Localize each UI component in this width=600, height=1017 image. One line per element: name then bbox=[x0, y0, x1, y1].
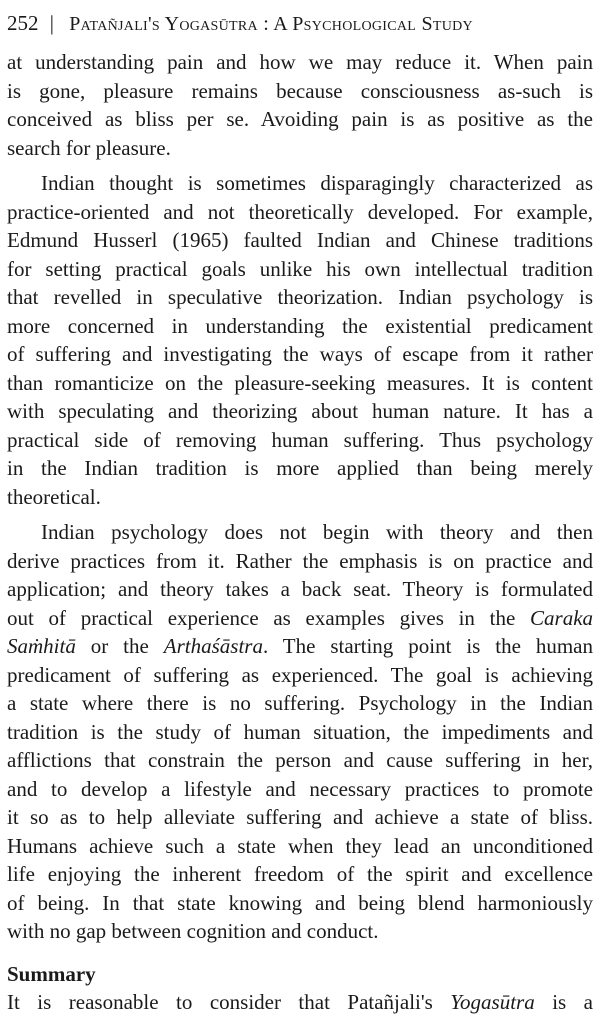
text-line: conceived as bliss per se. Avoiding pain is as positive as the bbox=[7, 107, 593, 131]
text-line: it so as to help alleviate suffering and achieve a state of bliss. bbox=[7, 805, 593, 829]
text-line: than romanticize on the pleasure-seeking measures. It is content bbox=[7, 370, 593, 395]
italic-title: Yogasūtra bbox=[450, 990, 535, 1014]
text-line: with speculating and theorizing about human nature. It has a bbox=[7, 399, 593, 423]
text-line: tradition is the study of human situation, the impediments and bbox=[7, 719, 593, 744]
header-separator: | bbox=[49, 11, 54, 35]
text-line: predicament of suffering as experienced. The goal is achieving bbox=[7, 662, 593, 687]
running-title: Patañjali's Yogasūtra : A Psychological Study bbox=[69, 13, 473, 35]
italic-title: Arthaśāstra bbox=[163, 634, 263, 658]
text-line: derive practices from it. Rather the emphasis is on practice and bbox=[7, 548, 593, 573]
italic-title: Caraka bbox=[530, 605, 593, 630]
book-page bbox=[7, 0, 593, 1017]
text-line: practice-oriented and not theoretically developed. For example, bbox=[7, 199, 593, 224]
text-line-with-italic bbox=[7, 632, 593, 661]
text-line: theoretical. bbox=[7, 484, 101, 509]
text-line: more concerned in understanding the existential predicament bbox=[7, 313, 593, 338]
body-text bbox=[7, 48, 593, 1017]
running-head bbox=[7, 8, 593, 38]
line-text: or the bbox=[75, 634, 164, 658]
text-line: and to develop a lifestyle and necessary practices to promote bbox=[7, 776, 593, 801]
line-text: It is reasonable to consider that Patañjali's bbox=[7, 990, 451, 1014]
text-line: at understanding pain and how we may reduce it. When pain bbox=[7, 50, 593, 74]
text-line: is gone, pleasure remains because consciousness as-such is bbox=[7, 78, 593, 103]
line-text: . The starting point is the human bbox=[262, 634, 593, 658]
line-text: is a bbox=[534, 990, 593, 1014]
paragraph-3 bbox=[7, 518, 593, 946]
text-line: with no gap between cognition and conduct. bbox=[7, 919, 379, 943]
text-line: Indian thought is sometimes disparagingly characterized as bbox=[41, 171, 593, 195]
paragraph-1 bbox=[7, 48, 593, 162]
text-line: Humans achieve such a state when they lead an unconditioned bbox=[7, 833, 593, 858]
text-line: for setting practical goals unlike his own intellectual tradition bbox=[7, 256, 593, 281]
section-heading-summary: Summary bbox=[7, 961, 96, 986]
text-line: Edmund Husserl (1965) faulted Indian and Chinese traditions bbox=[7, 228, 593, 252]
text-line-with-italic bbox=[7, 988, 593, 1017]
text-line-with-italic bbox=[7, 604, 593, 633]
text-line: life enjoying the inherent freedom of the spirit and excellence bbox=[7, 862, 593, 886]
text-line: practical side of removing human suffering. Thus psychology bbox=[7, 427, 593, 452]
text-line: afflictions that constrain the person and cause suffering in her, bbox=[7, 748, 593, 772]
text-line: in the Indian tradition is more applied than being merely bbox=[7, 456, 593, 480]
italic-title: Saṁhitā bbox=[7, 634, 76, 658]
page-number: 252 bbox=[7, 11, 39, 35]
text-line: search for pleasure. bbox=[7, 135, 171, 160]
text-line: Indian psychology does not begin with theory and then bbox=[41, 520, 593, 544]
text-line: of suffering and investigating the ways of escape from it rather bbox=[7, 342, 593, 366]
paragraph-2 bbox=[7, 169, 593, 511]
text-line: application; and theory takes a back seat. Theory is formulated bbox=[7, 577, 593, 601]
text-line: that revelled in speculative theorization. Indian psychology is bbox=[7, 285, 593, 309]
line-text: out of practical experience as examples gives in the bbox=[7, 605, 516, 630]
text-line: a state where there is no suffering. Psychology in the Indian bbox=[7, 691, 593, 715]
text-line: of being. In that state knowing and being blend harmoniously bbox=[7, 890, 593, 915]
